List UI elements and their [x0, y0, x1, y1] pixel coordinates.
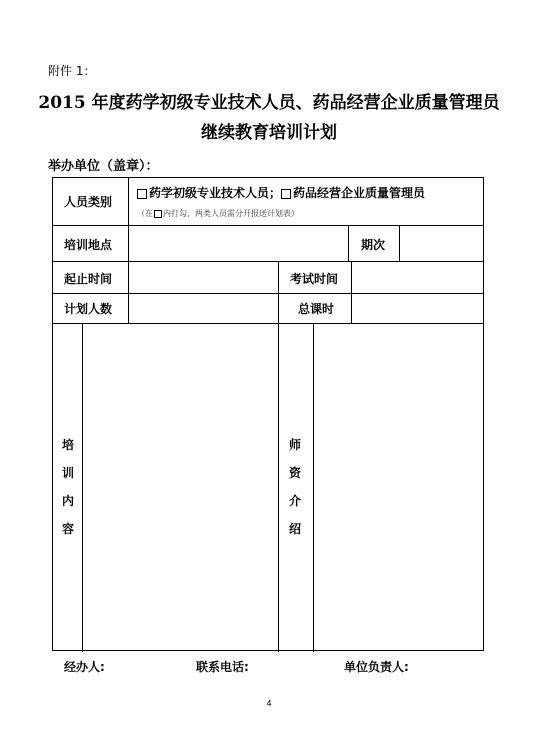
start-end-time-field[interactable] — [129, 262, 278, 293]
personnel-type-label: 人员类别 — [64, 195, 113, 209]
training-content-label — [61, 431, 75, 543]
col-divider — [278, 261, 279, 323]
session-label: 期次 — [361, 238, 386, 252]
faculty-intro-char: 师 — [288, 438, 301, 452]
training-location-field[interactable] — [129, 226, 348, 261]
exam-time-field[interactable] — [352, 262, 484, 293]
planned-count-label: 计划人数 — [64, 302, 113, 316]
quality-manager-checkbox[interactable] — [281, 189, 291, 199]
training-content-field[interactable] — [83, 324, 278, 651]
checkbox-instruction-note — [137, 208, 299, 219]
faculty-intro-char: 介 — [288, 494, 301, 508]
total-hours-label: 总课时 — [298, 302, 335, 316]
training-plan-form — [52, 177, 484, 651]
page-subtitle: 继续教育培训计划 — [201, 123, 337, 143]
exam-time-label: 考试时间 — [290, 272, 339, 286]
note-after: 内打勾，两类人员需分开报送计划表） — [163, 209, 299, 218]
faculty-intro-char: 资 — [288, 466, 301, 480]
planned-count-field[interactable] — [129, 294, 278, 323]
phone-label: 联系电话: — [196, 660, 249, 674]
training-content-char: 培 — [61, 438, 74, 452]
unit-head-label: 单位负责人: — [344, 660, 409, 674]
option-quality-manager: 药品经营企业质量管理员 — [293, 186, 426, 200]
training-content-char: 内 — [61, 494, 74, 508]
training-content-char: 容 — [61, 522, 74, 536]
session-field[interactable] — [400, 226, 484, 261]
option-pharmacy-junior: 药学初级专业技术人员； — [149, 186, 282, 200]
page-number: 4 — [266, 699, 272, 708]
training-location-label: 培训地点 — [64, 238, 113, 252]
checkbox-symbol — [154, 210, 162, 218]
faculty-intro-char: 绍 — [288, 522, 301, 536]
col-divider — [348, 225, 349, 261]
training-content-char: 训 — [61, 466, 74, 480]
attachment-label: 附件 1： — [48, 64, 96, 78]
pharmacy-junior-checkbox[interactable] — [137, 189, 147, 199]
faculty-intro-field[interactable] — [314, 324, 484, 651]
organizer-label: 举办单位（盖章）： — [48, 159, 159, 174]
handler-label: 经办人: — [64, 660, 105, 674]
note-before: （在 — [137, 209, 153, 218]
total-hours-field[interactable] — [352, 294, 484, 323]
personnel-type-options — [137, 184, 425, 201]
col-divider — [278, 323, 279, 652]
start-end-time-label: 起止时间 — [64, 272, 113, 286]
faculty-intro-label — [288, 431, 302, 543]
page-title: 2015 年度药学初级专业技术人员、药品经营企业质量管理员 — [38, 93, 500, 113]
